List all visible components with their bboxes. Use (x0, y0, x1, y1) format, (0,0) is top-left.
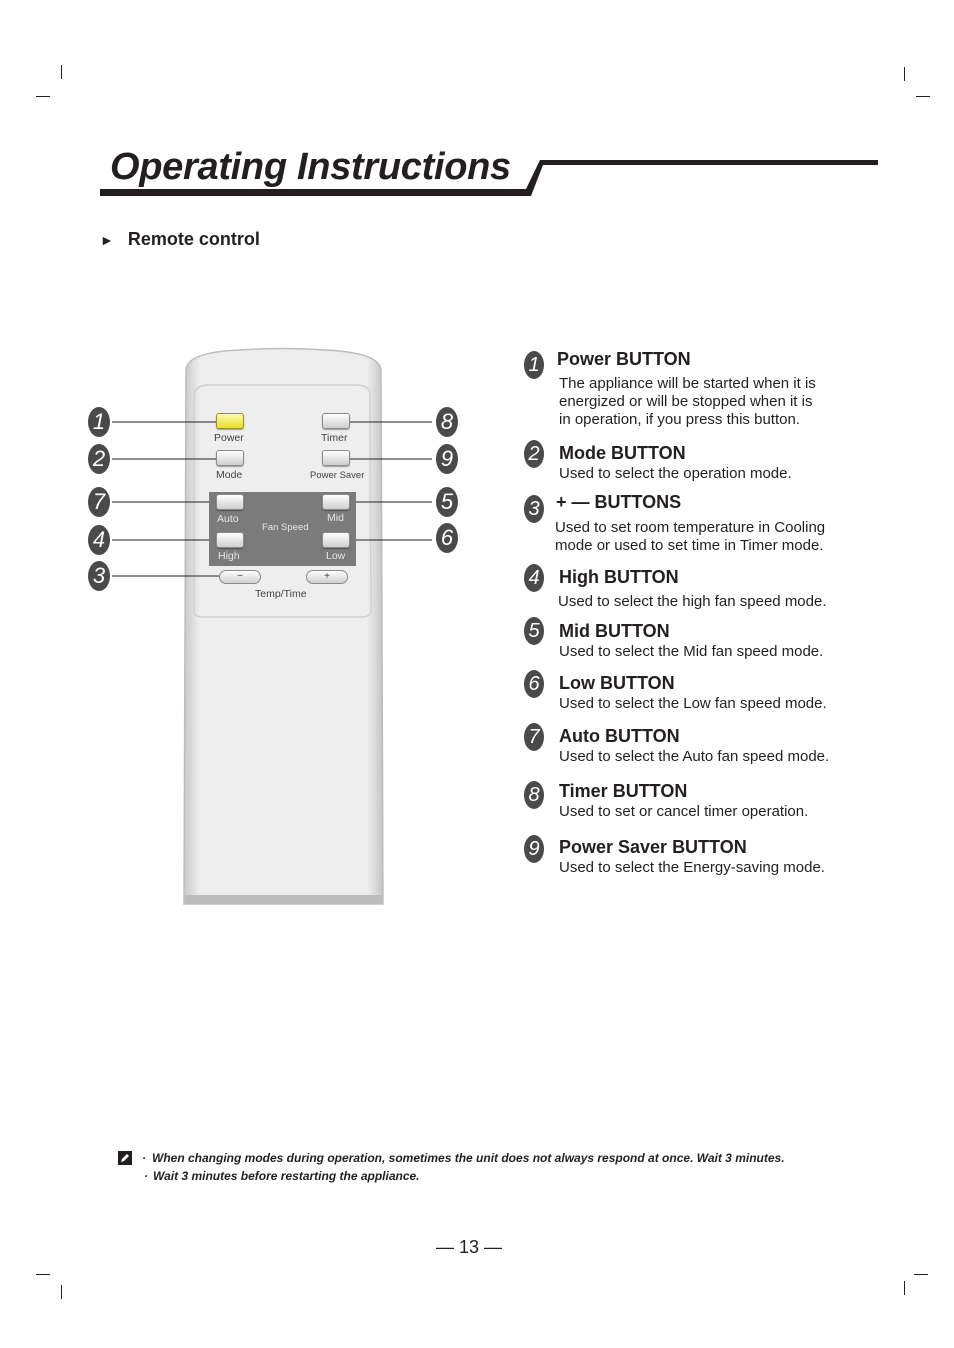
section-heading-label: Remote control (127, 229, 260, 249)
remote-low-button[interactable] (322, 532, 350, 548)
callout-number: 2 (88, 444, 110, 474)
bullet-triangle-icon: ► (100, 231, 114, 248)
remote-high-label: High (218, 550, 240, 562)
item-title: + — BUTTONS (556, 492, 682, 512)
remote-auto-label: Auto (217, 513, 239, 525)
note-text: Wait 3 minutes before restarting the appliance. (153, 1169, 420, 1183)
remote-power-saver-label: Power Saver (310, 470, 365, 481)
remote-timer-label: Timer (321, 432, 348, 444)
item-number: 5 (524, 617, 544, 645)
note-bullet: · (144, 1169, 148, 1183)
item-desc: The appliance will be started when it is (559, 375, 816, 392)
callout-number: 5 (436, 487, 458, 517)
callout-number: 4 (88, 525, 110, 555)
item-title: Power Saver BUTTON (559, 837, 747, 857)
crop-mark (36, 1274, 50, 1275)
remote-low-label: Low (326, 550, 346, 562)
remote-temp-time-label: Temp/Time (255, 588, 307, 600)
item-number: 3 (524, 495, 544, 523)
item-number: 8 (524, 781, 544, 809)
item-desc: Used to set or cancel timer operation. (559, 803, 809, 820)
item-desc: Used to select the Energy-saving mode. (559, 859, 825, 876)
item-title: Mode BUTTON (559, 443, 686, 463)
remote-power-label: Power (214, 432, 244, 444)
item-number: 9 (524, 835, 544, 863)
note-bullet: · (142, 1151, 146, 1165)
item-number: 7 (524, 723, 544, 751)
item-number: 1 (524, 351, 544, 379)
item-number: 6 (524, 670, 544, 698)
remote-mid-label: Mid (327, 512, 344, 524)
remote-auto-button[interactable] (216, 494, 244, 510)
crop-mark (904, 1281, 905, 1295)
item-desc: Used to select the operation mode. (559, 465, 792, 482)
note-pencil-icon (118, 1151, 132, 1165)
item-desc: mode or used to set time in Timer mode. (555, 537, 824, 554)
item-number: 2 (524, 440, 544, 468)
callout-number: 1 (88, 407, 110, 437)
remote-mid-button[interactable] (322, 494, 350, 510)
item-desc: Used to set room temperature in Cooling (555, 519, 826, 536)
callout-number: 8 (436, 407, 458, 437)
remote-high-button[interactable] (216, 532, 244, 548)
remote-plus-button[interactable]: + (306, 570, 348, 584)
note-text: When changing modes during operation, sometimes the unit does not always respond at once. Wait 3 minutes. (152, 1151, 785, 1165)
crop-mark (914, 1274, 928, 1275)
callout-number: 9 (436, 444, 458, 474)
remote-timer-button[interactable] (322, 413, 350, 429)
item-title: Low BUTTON (559, 673, 675, 693)
remote-minus-button[interactable]: − (219, 570, 261, 584)
remote-fan-speed-label: Fan Speed (262, 522, 309, 533)
crop-mark (61, 1285, 62, 1299)
item-title: Mid BUTTON (559, 621, 670, 641)
item-number: 4 (524, 564, 544, 592)
item-title: Power BUTTON (557, 349, 691, 369)
remote-power-saver-button[interactable] (322, 450, 350, 466)
callout-number: 6 (436, 523, 458, 553)
item-desc: Used to select the Mid fan speed mode. (559, 643, 824, 660)
item-desc: in operation, if you press this button. (559, 411, 800, 428)
remote-mode-button[interactable] (216, 450, 244, 466)
page-number: — 13 — (436, 1237, 503, 1257)
item-desc: Used to select the Low fan speed mode. (559, 695, 827, 712)
item-title: Timer BUTTON (559, 781, 688, 801)
item-desc: Used to select the high fan speed mode. (558, 593, 827, 610)
remote-mode-label: Mode (216, 469, 243, 481)
page-title: Operating Instructions (110, 146, 511, 188)
item-desc: energized or will be stopped when it is (559, 393, 813, 410)
remote-power-button[interactable] (216, 413, 244, 429)
item-title: Auto BUTTON (559, 726, 680, 746)
item-title: High BUTTON (559, 567, 679, 587)
callout-number: 3 (88, 561, 110, 591)
callout-number: 7 (88, 487, 110, 517)
item-desc: Used to select the Auto fan speed mode. (559, 748, 830, 765)
